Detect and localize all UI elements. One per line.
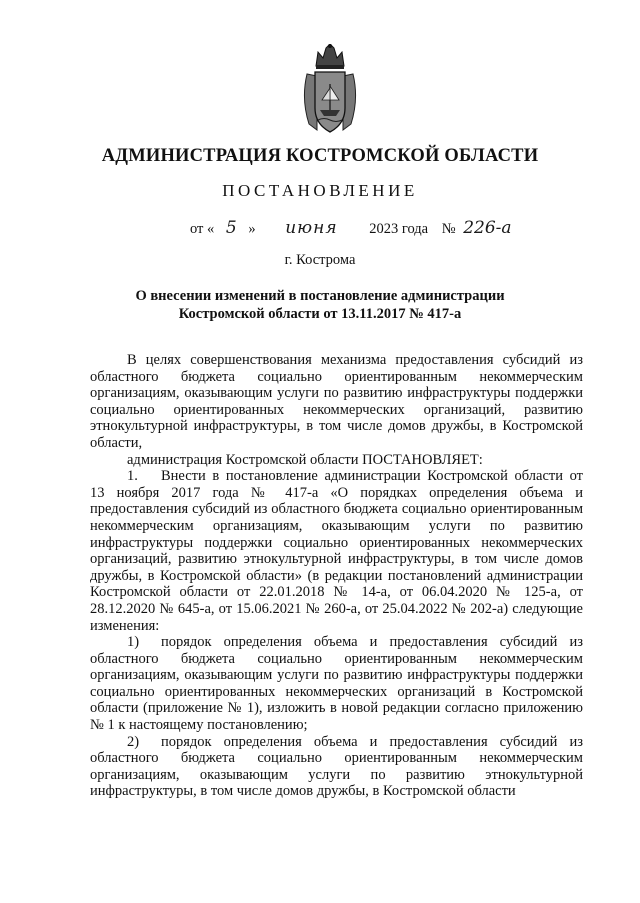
- item-1-number: 1.: [127, 468, 138, 485]
- subject-line-1: О внесении изменений в постановление администрации: [135, 288, 505, 304]
- intro-paragraph: В целях совершенствования механизма предоставления субсидий из областного бюджета социально ориентированным некоммерческим организациям, оказывающим услуги по развитию инфраструктуры поддержки социально ориентированных некоммерческих организаций, развитию этнокультурной инфраструктуры, в том числе домов дружбы, в Костромской области,: [90, 352, 583, 451]
- item-1-paragraph: [90, 468, 583, 634]
- coat-of-arms-emblem: [299, 44, 361, 136]
- document-type-heading: ПОСТАНОВЛЕНИЕ: [222, 181, 418, 200]
- document-subject: [0, 287, 640, 323]
- date-prefix: от «: [190, 221, 215, 237]
- date-number-line: [190, 218, 512, 238]
- subitem-1-number: 1): [127, 634, 140, 651]
- subitem-2-paragraph: [90, 734, 583, 800]
- handwritten-month: июня: [285, 218, 338, 238]
- city-line: г. Кострома: [284, 252, 356, 268]
- number-label: №: [441, 221, 456, 237]
- resolution-paragraph: администрация Костромской области ПОСТАНОВЛЯЕТ:: [127, 451, 483, 468]
- subitem-2-text: порядок определения объема и предоставления субсидий из областного бюджета социально ориентированным некоммерческим организациям, оказывающим услуги по развитию этнокультурной инфраструктуры, в том числе домов дружбы, в Костромской области: [90, 733, 583, 800]
- organization-title: АДМИНИСТРАЦИЯ КОСТРОМСКОЙ ОБЛАСТИ: [101, 146, 539, 166]
- subitem-1-paragraph: [90, 634, 583, 734]
- handwritten-day: 5: [225, 218, 237, 238]
- subject-line-2: Костромской области от 13.11.2017 № 417-а: [178, 306, 462, 322]
- date-year: 2023 года: [369, 221, 429, 237]
- subitem-1-text: порядок определения объема и предоставления субсидий из областного бюджета социально ориентированным некоммерческим организациям, оказывающим услуги по развитию инфраструктуры поддержки социально ориентированных некоммерческих организаций в Костромской области (приложение № 1), изложить в новой редакции согласно приложению № 1 к настоящему постановлению;: [90, 634, 583, 734]
- subitem-2-number: 2): [127, 733, 140, 750]
- document-body: [90, 352, 583, 800]
- item-1-text: Внести в постановление администрации Костромской области от 13 ноября 2017 года № 417-а «О порядках определения объема и предоставления субсидий из областного бюджета социально ориентированным некоммерческим организациям, оказывающим услуги по развитию инфраструктуры поддержки социально ориентированных некоммерческих организаций, развитию этнокультурной инфраструктуры, в том числе домов дружбы, в Костромской области» (в редакции постановлений администрации Костромской области от 22.01.2018 № 14-а, от 06.04.2020 № 125-а, от 28.12.2020 № 645-а, от 15.06.2021 № 260-а, от 25.04.2022 № 202-а) следующие изменения:: [90, 468, 583, 634]
- handwritten-number: 226-а: [463, 218, 512, 238]
- date-mid: »: [248, 221, 256, 237]
